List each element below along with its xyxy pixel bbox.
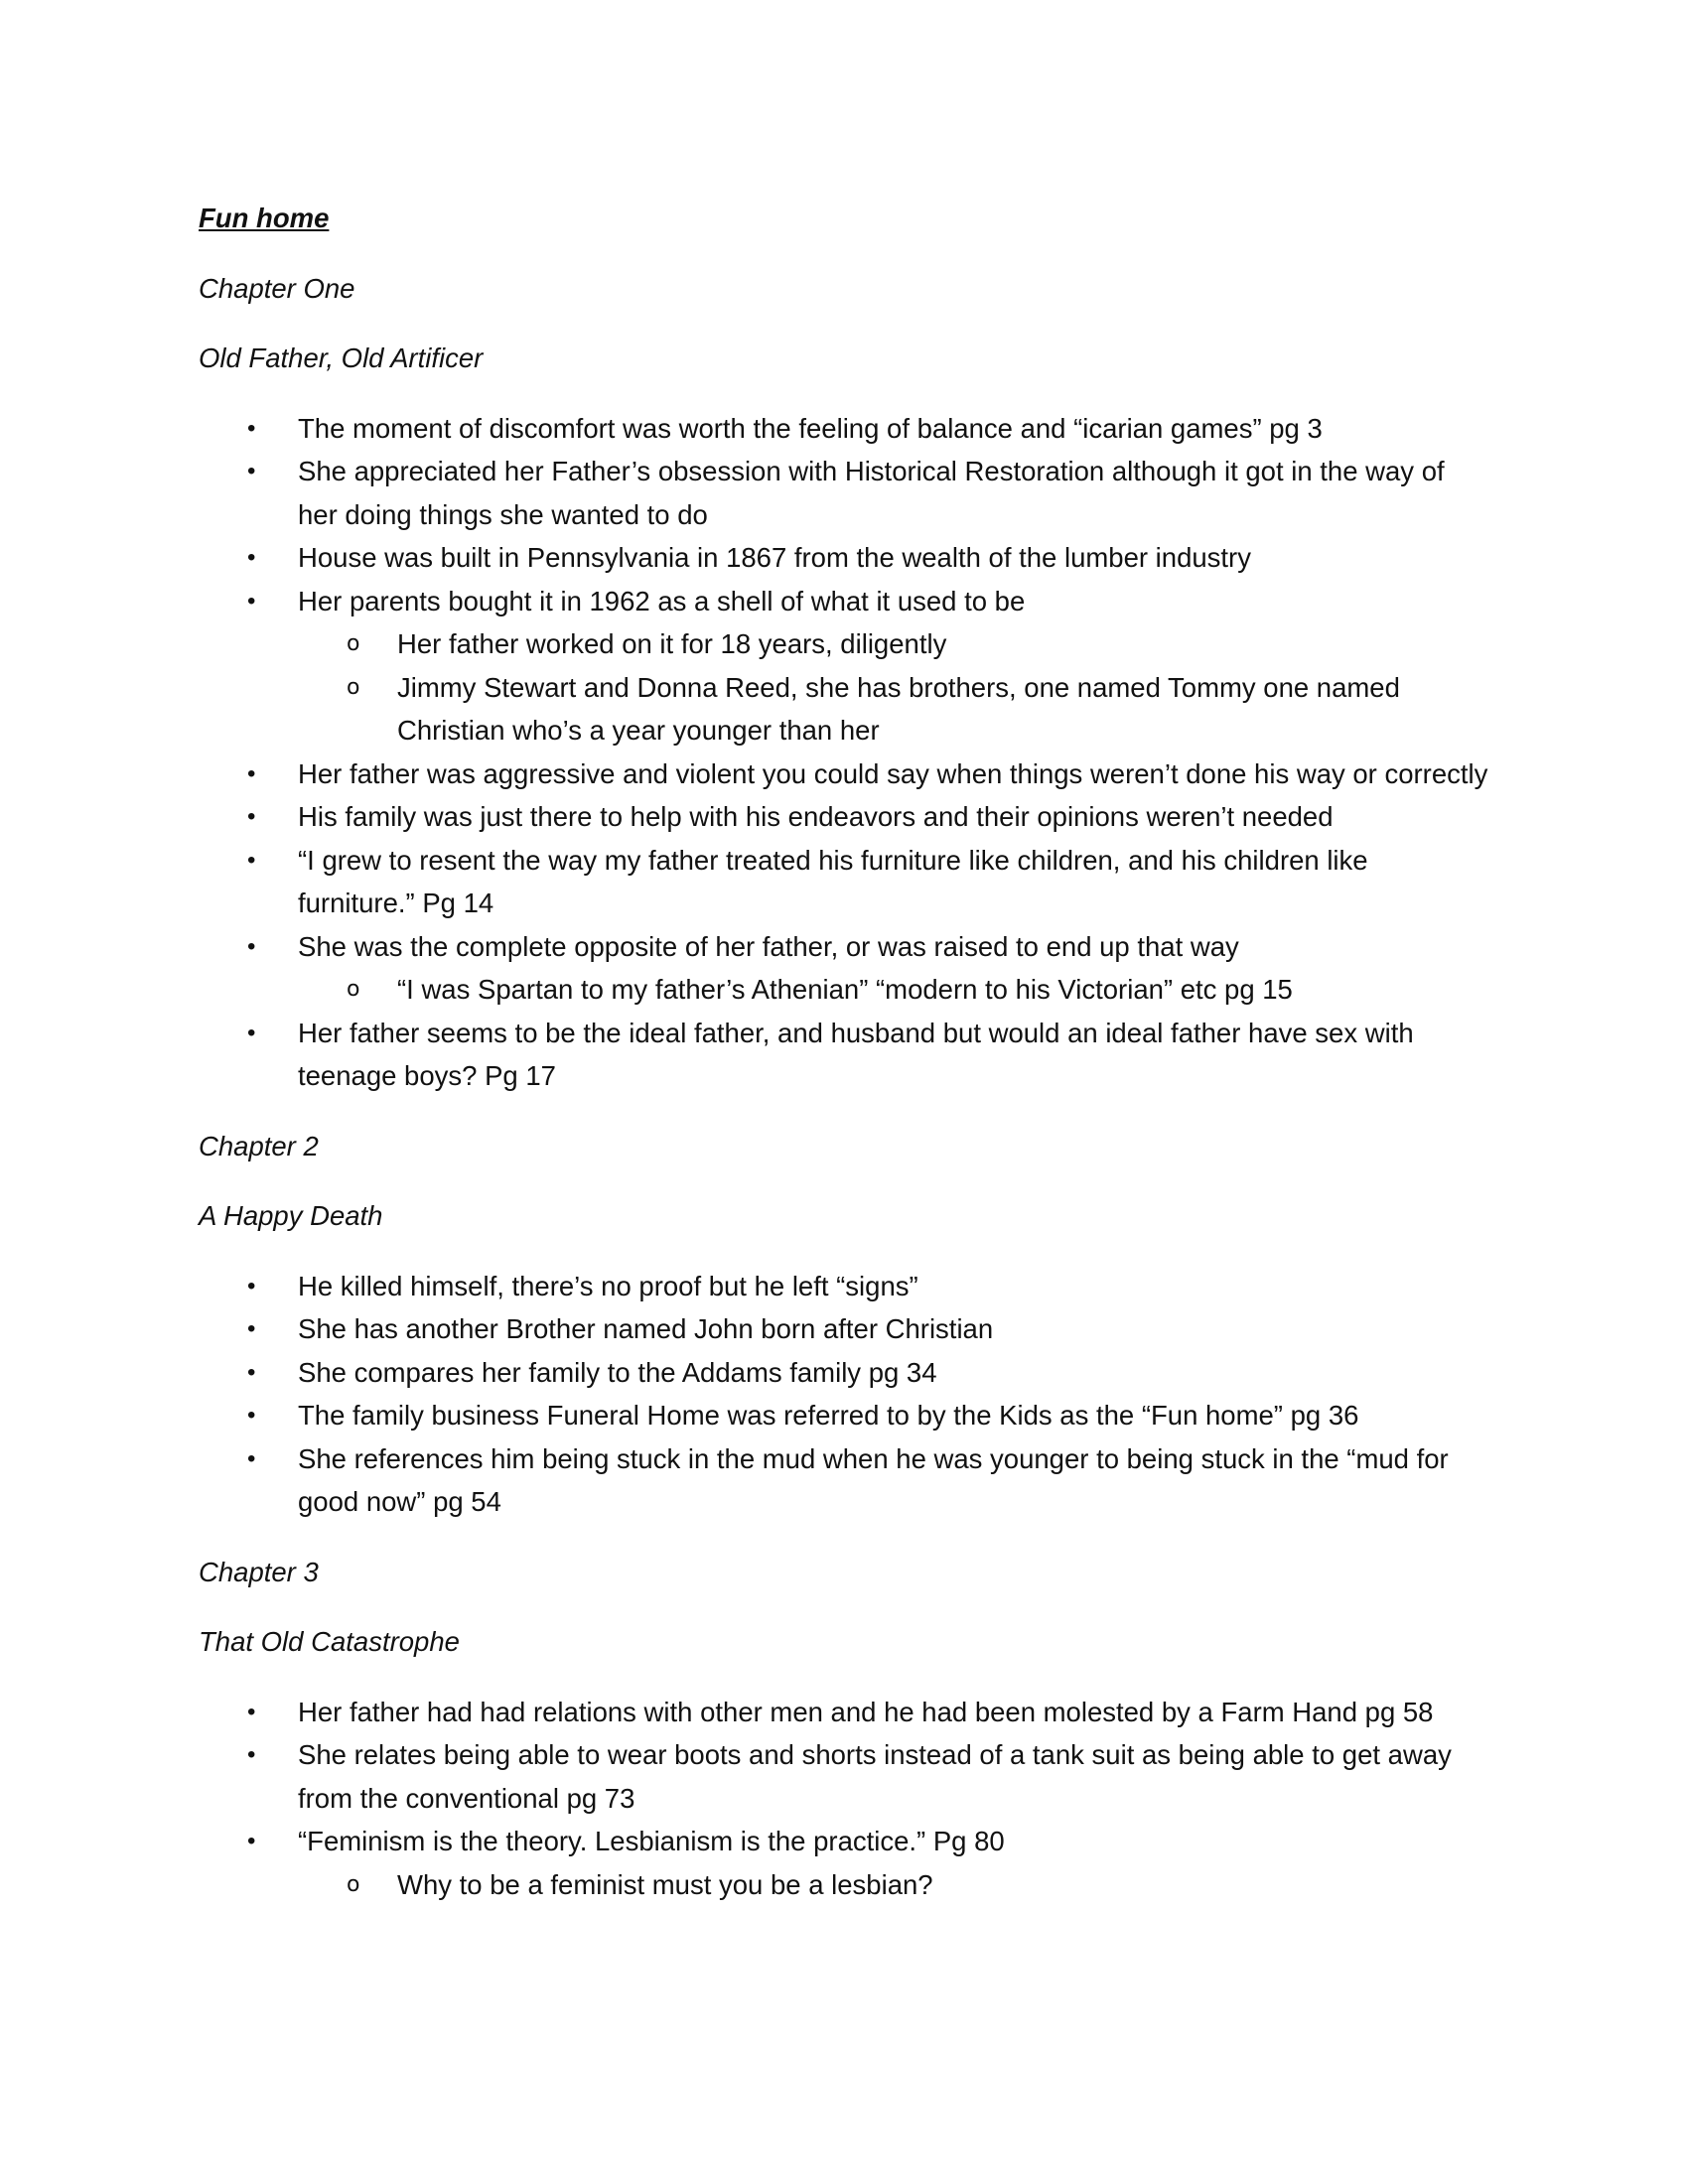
sub-bullet-list [298,1863,1489,1907]
bullet-circle-icon: o [347,674,360,700]
bullet-dot-icon: • [247,1315,256,1342]
list-item [199,1351,1489,1395]
chapter-heading: Chapter One [199,272,355,304]
bullet-dot-icon: • [247,1402,256,1429]
sub-list-item [298,622,1489,666]
list-item [199,536,1489,580]
bullet-list [199,1265,1489,1524]
list-item [199,1307,1489,1351]
sub-bullet-list [298,968,1489,1012]
bullet-circle-icon: o [347,631,360,656]
list-item-text: She was the complete opposite of her father, or was raised to end up that way [298,930,1239,962]
list-item-text: Her father was aggressive and violent you could say when things weren’t done his way or correctly [298,757,1488,789]
list-item-text: She relates being able to wear boots and shorts instead of a tank suit as being able to get away from the conventional pg 73 [298,1739,1452,1814]
list-item [199,839,1489,925]
list-item-text: She has another Brother named John born after Christian [298,1313,994,1344]
bullet-dot-icon: • [247,1358,256,1386]
document-content [199,197,1489,1933]
list-item [199,752,1489,796]
list-item-text: She appreciated her Father’s obsession with Historical Restoration although it got in the way of her doing things she wanted to do [298,456,1445,530]
list-item-text: She compares her family to the Addams family pg 34 [298,1356,937,1388]
chapter-subtitle: A Happy Death [199,1200,383,1231]
chapters-container [199,267,1489,1907]
list-item [199,1394,1489,1437]
bullet-circle-icon: o [347,977,360,1002]
bullet-dot-icon: • [247,544,256,571]
list-item [199,925,1489,1012]
chapter-heading: Chapter 2 [199,1130,319,1161]
bullet-dot-icon: • [247,458,256,484]
list-item-text: The moment of discomfort was worth the feeling of balance and “icarian games” pg 3 [298,412,1323,444]
sub-list-item [298,666,1489,752]
bullet-dot-icon: • [247,759,256,787]
sub-bullet-list [298,622,1489,752]
list-item-text: “Feminism is the theory. Lesbianism is the practice.” Pg 80 [298,1826,1005,1856]
bullet-dot-icon: • [247,932,256,960]
list-item-text: Her parents bought it in 1962 as a shell of what it used to be [298,585,1026,616]
bullet-dot-icon: • [247,1444,256,1472]
sub-list-item [298,1863,1489,1907]
sub-list-item-text: Jimmy Stewart and Donna Reed, she has brothers, one named Tommy one named Christian who’s a year younger than her [397,671,1400,746]
list-item-text: The family business Funeral Home was referred to by the Kids as the “Fun home” pg 36 [298,1400,1359,1431]
bullet-dot-icon: • [247,1828,256,1854]
bullet-dot-icon: • [247,1272,256,1299]
list-item-text: She references him being stuck in the mud when he was younger to being stuck in the “mud for good now” pg 54 [298,1442,1449,1517]
bullet-dot-icon: • [247,1741,256,1768]
list-item [199,1437,1489,1524]
chapter-heading: Chapter 3 [199,1556,319,1587]
bullet-circle-icon: o [347,1871,360,1897]
bullet-dot-icon: • [247,587,256,614]
list-item [199,450,1489,536]
list-item [199,580,1489,752]
list-item-text: He killed himself, there’s no proof but he left “signs” [298,1270,918,1301]
chapter-subtitle: That Old Catastrophe [199,1626,460,1657]
list-item-text: House was built in Pennsylvania in 1867 from the wealth of the lumber industry [298,542,1251,573]
list-item [199,795,1489,839]
list-item-text: Her father had had relations with other men and he had been molested by a Farm Hand pg 58 [298,1696,1434,1727]
bullet-list [199,407,1489,1098]
list-item [199,1265,1489,1308]
sub-list-item [298,968,1489,1012]
bullet-dot-icon: • [247,846,256,874]
list-item [199,407,1489,451]
chapter-subtitle: Old Father, Old Artificer [199,342,484,373]
bullet-list [199,1691,1489,1907]
list-item-text: His family was just there to help with his endeavors and their opinions weren’t needed [298,801,1334,832]
bullet-dot-icon: • [247,414,256,442]
list-item-text: “I grew to resent the way my father treated his furniture like children, and his children like furniture.” Pg 14 [298,844,1368,918]
list-item-text: Her father seems to be the ideal father, and husband but would an ideal father have sex with teenage boys? Pg 17 [298,1017,1414,1091]
bullet-dot-icon: • [247,1698,256,1725]
list-item [199,1733,1489,1820]
list-item [199,1012,1489,1098]
sub-list-item-text: Why to be a feminist must you be a lesbian? [397,1868,933,1900]
list-item [199,1691,1489,1734]
list-item [199,1820,1489,1906]
bullet-dot-icon: • [247,803,256,830]
document-title: Fun home [199,203,330,233]
sub-list-item-text: Her father worked on it for 18 years, diligently [397,628,947,659]
bullet-dot-icon: • [247,1019,256,1046]
sub-list-item-text: “I was Spartan to my father’s Athenian” “modern to his Victorian” etc pg 15 [397,974,1293,1005]
